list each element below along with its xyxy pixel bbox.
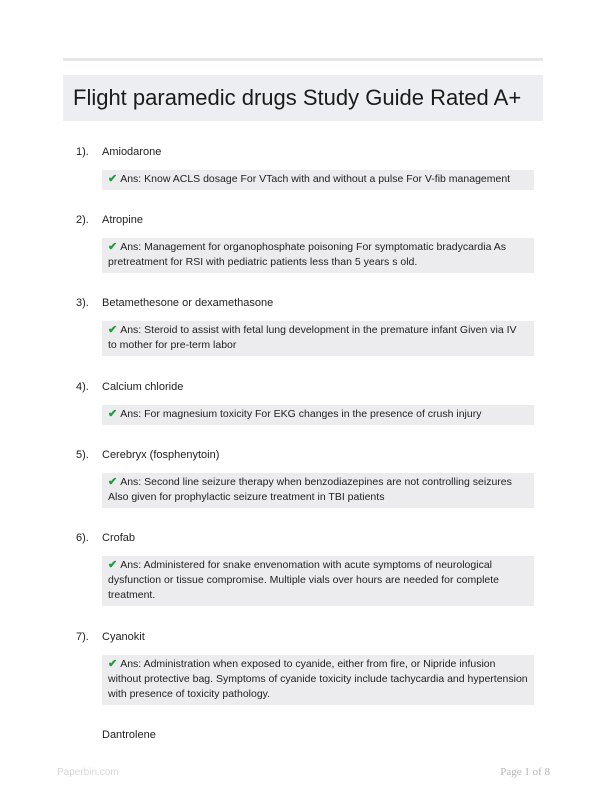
question-term: Betamethesone or dexamethasone: [102, 297, 274, 309]
title-box: [63, 75, 543, 121]
question-number: 5).: [76, 449, 89, 461]
question-number: 2).: [76, 214, 89, 226]
top-rule: [63, 58, 543, 61]
answer-text: Ans: Management for organophosphate poisoning For symptomatic bradycardia As pretreatment for RSI with pediatric patients less than 5 years s old.: [108, 241, 507, 268]
answer-box: [102, 473, 534, 508]
answer-box: [102, 170, 534, 190]
question-term: Dantrolene: [102, 729, 156, 741]
question-number: 6).: [76, 532, 89, 544]
check-icon: ✔: [108, 658, 118, 670]
answer-box: [102, 238, 534, 273]
page-number: Page 1 of 8: [500, 766, 550, 778]
question-number: 4).: [76, 381, 89, 393]
answer-box: [102, 655, 534, 705]
question-term: Amiodarone: [102, 146, 162, 158]
footer-watermark: Paperbin.com: [57, 767, 119, 778]
answer-box: [102, 405, 534, 425]
check-icon: ✔: [108, 324, 118, 336]
question-term: Cerebryx (fosphenytoin): [102, 449, 220, 461]
question-number: 7).: [76, 631, 89, 643]
answer-text: Ans: For magnesium toxicity For EKG changes in the presence of crush injury: [120, 408, 482, 420]
check-icon: ✔: [108, 241, 118, 253]
page-title: Flight paramedic drugs Study Guide Rated A+: [73, 85, 522, 110]
question-term: Calcium chloride: [102, 381, 184, 393]
question-number: 3).: [76, 297, 89, 309]
answer-text: Ans: Steroid to assist with fetal lung development in the premature infant Given via IV to mother for pre-term labor: [108, 324, 517, 351]
question-term: Cyanokit: [102, 631, 145, 643]
question-term: Crofab: [102, 532, 136, 544]
check-icon: ✔: [108, 476, 118, 488]
answer-box: [102, 321, 534, 356]
check-icon: ✔: [108, 408, 118, 420]
check-icon: ✔: [108, 559, 118, 571]
answer-text: Ans: Administration when exposed to cyanide, either from fire, or Nipride infusion without protective bag. Symptoms of cyanide toxicity include tachycardia and hypertension with presence of toxicity pathology.: [108, 658, 528, 700]
answer-box: [102, 556, 534, 606]
check-icon: ✔: [108, 173, 118, 185]
question-term: Atropine: [102, 214, 143, 226]
answer-text: Ans: Know ACLS dosage For VTach with and without a pulse For V-fib management: [120, 173, 511, 185]
question-number: 1).: [76, 146, 89, 158]
answer-text: Ans: Administered for snake envenomation with acute symptoms of neurological dysfunction or tissue compromise. Multiple vials over hours are needed for complete treatment.: [108, 559, 500, 601]
answer-text: Ans: Second line seizure therapy when benzodiazepines are not controlling seizures Also given for prophylactic seizure treatment in TBI patients: [108, 476, 512, 503]
